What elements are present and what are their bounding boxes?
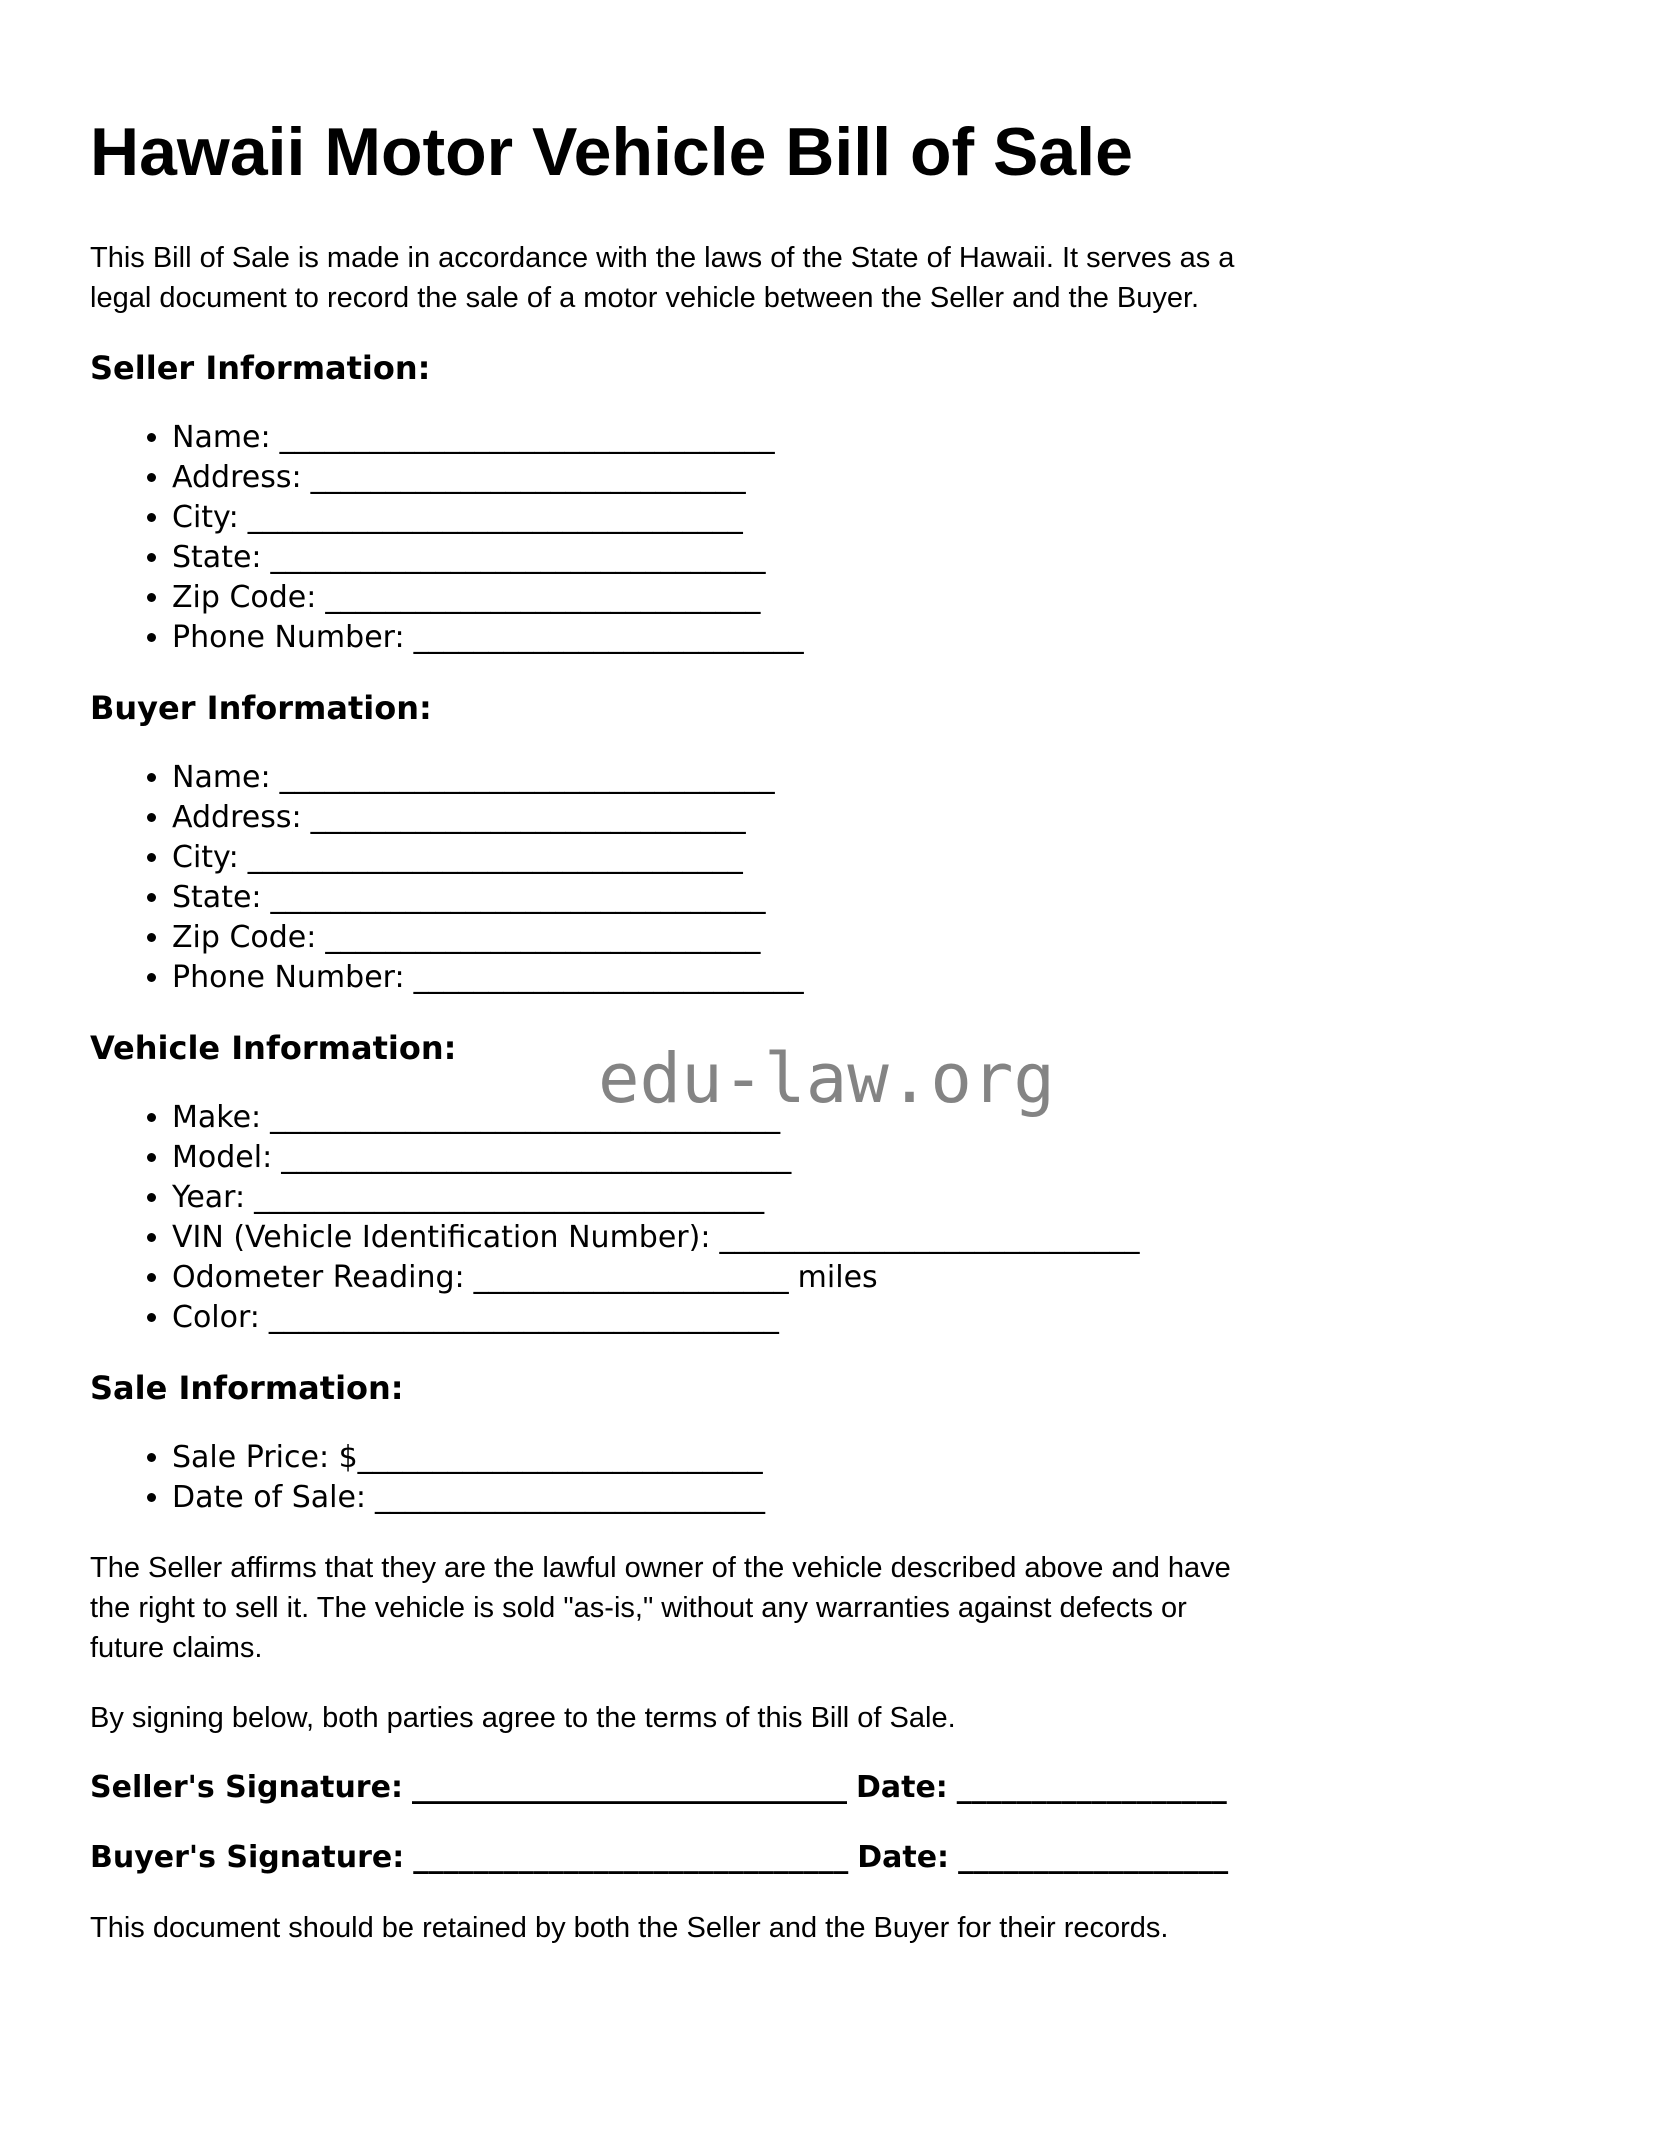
seller-name-label: Name: bbox=[172, 420, 271, 455]
seller-signature-blank-line: _____________________________ bbox=[411, 1770, 847, 1805]
vehicle-make-label: Make: bbox=[172, 1100, 262, 1135]
buyer-city-label: City: bbox=[172, 840, 239, 875]
vehicle-color-field bbox=[172, 1298, 1574, 1338]
buyer-information-list bbox=[90, 758, 1574, 998]
vehicle-information-list bbox=[90, 1098, 1574, 1338]
seller-name-blank-line: _________________________________ bbox=[279, 420, 775, 455]
buyer-state-field bbox=[172, 878, 1574, 918]
sale-information-heading: Sale Information: bbox=[90, 1369, 404, 1407]
seller-information-list bbox=[90, 418, 1574, 658]
seller-signature-label: Seller's Signature: bbox=[90, 1770, 403, 1805]
buyer-name-label: Name: bbox=[172, 760, 271, 795]
buyer-zip-blank-line: _____________________________ bbox=[325, 920, 761, 955]
sale-information-list bbox=[90, 1438, 1574, 1518]
seller-signature-date-label: Date: bbox=[855, 1770, 948, 1805]
seller-city-field bbox=[172, 498, 1574, 538]
buyer-information-heading: Buyer Information: bbox=[90, 689, 432, 727]
seller-zip-field bbox=[172, 578, 1574, 618]
buyer-zip-label: Zip Code: bbox=[172, 920, 317, 955]
edu-law-watermark: edu-law.org bbox=[598, 1039, 1055, 1119]
buyer-state-label: State: bbox=[172, 880, 262, 915]
buyer-signature-date-blank-line: __________________ bbox=[958, 1840, 1229, 1875]
seller-state-field bbox=[172, 538, 1574, 578]
buyer-city-blank-line: _________________________________ bbox=[247, 840, 743, 875]
buyer-signature-blank-line: _____________________________ bbox=[413, 1840, 849, 1875]
seller-state-label: State: bbox=[172, 540, 262, 575]
affirmation-line-3: future claims. bbox=[90, 1632, 263, 1664]
seller-signature-row bbox=[90, 1768, 1574, 1808]
buyer-state-blank-line: _________________________________ bbox=[270, 880, 766, 915]
buyer-zip-field bbox=[172, 918, 1574, 958]
intro-paragraph bbox=[90, 238, 1574, 318]
sale-date-blank-line: __________________________ bbox=[375, 1480, 766, 1515]
seller-information-heading: Seller Information: bbox=[90, 349, 431, 387]
seller-phone-field bbox=[172, 618, 1574, 658]
sale-price-blank-line: ___________________________ bbox=[357, 1440, 763, 1475]
vehicle-year-blank-line: __________________________________ bbox=[254, 1180, 765, 1215]
vehicle-vin-field bbox=[172, 1218, 1574, 1258]
buyer-address-label: Address: bbox=[172, 800, 302, 835]
vehicle-year-label: Year: bbox=[172, 1180, 246, 1215]
vehicle-odometer-field bbox=[172, 1258, 1574, 1298]
buyer-name-field bbox=[172, 758, 1574, 798]
sale-date-field bbox=[172, 1478, 1574, 1518]
affirmation-line-2: the right to sell it. The vehicle is sold "as-is," without any warranties against defects or bbox=[90, 1592, 1187, 1624]
footer-note: This document should be retained by both the Seller and the Buyer for their records. bbox=[90, 1912, 1169, 1944]
seller-zip-label: Zip Code: bbox=[172, 580, 317, 615]
buyer-name-blank-line: _________________________________ bbox=[279, 760, 775, 795]
vehicle-color-blank-line: __________________________________ bbox=[268, 1300, 779, 1335]
sale-price-field bbox=[172, 1438, 1574, 1478]
seller-city-label: City: bbox=[172, 500, 239, 535]
page-title: Hawaii Motor Vehicle Bill of Sale bbox=[90, 114, 1133, 190]
buyer-address-field bbox=[172, 798, 1574, 838]
vehicle-vin-label: VIN (Vehicle Identification Number): bbox=[172, 1220, 711, 1255]
buyer-signature-label: Buyer's Signature: bbox=[90, 1840, 405, 1875]
seller-address-blank-line: _____________________________ bbox=[310, 460, 746, 495]
seller-signature-date-blank-line: __________________ bbox=[956, 1770, 1227, 1805]
signing-note: By signing below, both parties agree to the terms of this Bill of Sale. bbox=[90, 1702, 956, 1734]
seller-address-field bbox=[172, 458, 1574, 498]
buyer-signature-date-label: Date: bbox=[857, 1840, 950, 1875]
vehicle-model-field bbox=[172, 1138, 1574, 1178]
seller-address-label: Address: bbox=[172, 460, 302, 495]
intro-line-2: legal document to record the sale of a motor vehicle between the Seller and the Buyer. bbox=[90, 282, 1200, 314]
vehicle-model-blank-line: __________________________________ bbox=[281, 1140, 792, 1175]
vehicle-information-heading: Vehicle Information: bbox=[90, 1029, 457, 1067]
vehicle-make-field bbox=[172, 1098, 1574, 1138]
seller-city-blank-line: _________________________________ bbox=[247, 500, 743, 535]
vehicle-model-label: Model: bbox=[172, 1140, 273, 1175]
affirmation-paragraph bbox=[90, 1548, 1574, 1668]
sale-date-label: Date of Sale: bbox=[172, 1480, 367, 1515]
seller-state-blank-line: _________________________________ bbox=[270, 540, 766, 575]
buyer-phone-field bbox=[172, 958, 1574, 998]
vehicle-odometer-blank-line: _____________________ bbox=[473, 1260, 789, 1295]
vehicle-odometer-label: Odometer Reading: bbox=[172, 1260, 465, 1295]
vehicle-make-blank-line: __________________________________ bbox=[270, 1100, 781, 1135]
buyer-address-blank-line: _____________________________ bbox=[310, 800, 746, 835]
affirmation-line-1: The Seller affirms that they are the lawful owner of the vehicle described above and have bbox=[90, 1552, 1231, 1584]
intro-line-1: This Bill of Sale is made in accordance with the laws of the State of Hawaii. It serves as a bbox=[90, 242, 1235, 274]
buyer-city-field bbox=[172, 838, 1574, 878]
buyer-signature-row bbox=[90, 1838, 1574, 1878]
buyer-phone-blank-line: __________________________ bbox=[413, 960, 804, 995]
seller-phone-blank-line: __________________________ bbox=[413, 620, 804, 655]
vehicle-vin-blank-line: ____________________________ bbox=[719, 1220, 1140, 1255]
vehicle-color-label: Color: bbox=[172, 1300, 260, 1335]
seller-zip-blank-line: _____________________________ bbox=[325, 580, 761, 615]
seller-phone-label: Phone Number: bbox=[172, 620, 405, 655]
buyer-phone-label: Phone Number: bbox=[172, 960, 405, 995]
vehicle-year-field bbox=[172, 1178, 1574, 1218]
seller-name-field bbox=[172, 418, 1574, 458]
sale-price-label: Sale Price: $ bbox=[172, 1440, 358, 1475]
vehicle-odometer-units-label: miles bbox=[797, 1260, 878, 1295]
